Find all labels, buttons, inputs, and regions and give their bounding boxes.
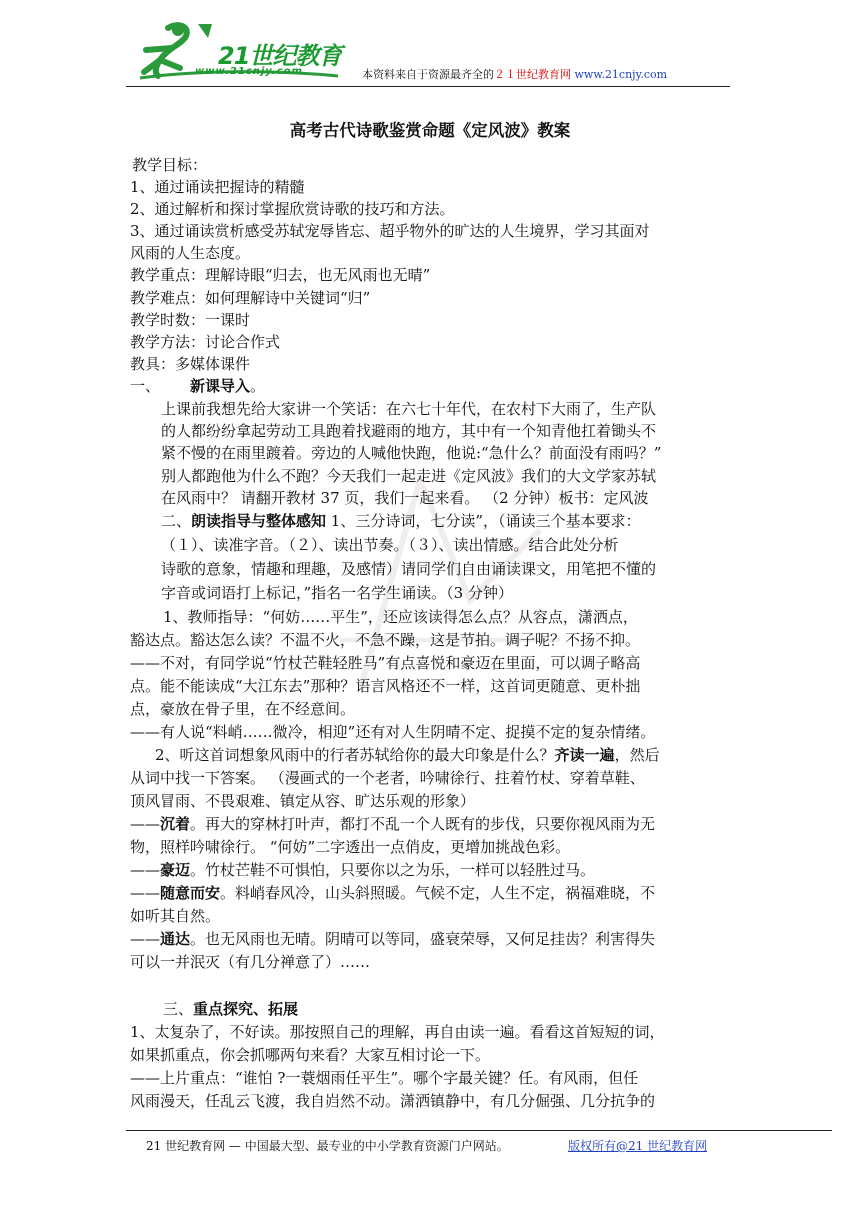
text-line: 点，豪放在骨子里，在不经意间。 (130, 700, 356, 718)
text-line: ——上片重点：“谁怕 ?一蓑烟雨任平生”。哪个字最关键？任。有风雨，但任 (130, 1069, 639, 1087)
header-divider (126, 86, 730, 87)
text-line: 3、通过诵读赏析感受苏轼宠辱皆忘、超乎物外的旷达的人生境界，学习其面对 (130, 222, 650, 240)
text-line: 1、教师指导：“何妨……平生”，还应该读得怎么点？从容点，潇洒点， (163, 608, 638, 626)
section-heading-1: 一、 新课导入。 (130, 377, 266, 395)
page-title: 高考古代诗歌鉴赏命题《定风波》教案 (289, 121, 571, 140)
section-heading-3: 三、重点探究、拓展 (163, 1000, 299, 1018)
text-line: 可以一并泯灭（有几分禅意了）…… (130, 953, 371, 971)
text-line: 风雨的人生态度。 (130, 244, 251, 262)
text-line: 在风雨中？ 请翻开教材 37 页，我们一起来看。 （2 分钟）板书：定风波 (161, 489, 649, 507)
header-note-prefix: 本资料来自于资源最齐全的 (362, 68, 494, 81)
footer-divider (126, 1130, 832, 1131)
text-line: ——通达。也无风雨也无晴。阴晴可以等同，盛衰荣辱，又何足挂齿？利害得失 (130, 930, 656, 948)
text-line: 1、太复杂了，不好读。那按照自己的理解，再自由读一遍。看看这首短短的词， (130, 1023, 665, 1041)
text-line: ——不对，有同学说“竹杖芒鞋轻胜马”有点喜悦和豪迈在里面，可以调子略高 (130, 654, 641, 672)
text-line: 教具：多媒体课件 (130, 355, 251, 373)
text-line: 教学方法：讨论合作式 (130, 333, 281, 351)
text-line: 字音或词语打上标记，”指名一名学生诵读。（3 分钟） (161, 584, 513, 602)
text-line: 点。能不能读成“大江东去”那种？语言风格还不一样，这首词更随意、更朴拙 (130, 677, 641, 695)
text-line: 诗歌的意象，情趣和理趣，及感情）请同学们自由诵读课文，用笔把不懂的 (161, 560, 657, 578)
text-line: （１）、读准字音。（２）、读出节奏。（３）、读出情感。结合此处分析 (161, 536, 619, 554)
text-line: ——豪迈。竹杖芒鞋不可惧怕，只要你以之为乐，一样可以轻胜过马。 (130, 861, 596, 879)
text-line: 的人都纷纷拿起劳动工具跑着找避雨的地方，其中有一个知青他扛着锄头不 (161, 422, 657, 440)
footer-text: 21 世纪教育网 — 中国最大型、最专业的中小学教育资源门户网站。 (146, 1139, 509, 1153)
logo-url: www.21cnjy.com (195, 66, 303, 77)
section-heading-2: 二、朗读指导与整体感知 1、三分诗词，七分读”，（诵读三个基本要求： (161, 512, 641, 530)
text-line: 1、通过诵读把握诗的精髓 (130, 178, 305, 196)
footer-copyright-link[interactable]: 版权所有@21 世纪教育网 (568, 1139, 708, 1153)
text-line: 2、通过解析和探讨掌握欣赏诗歌的技巧和方法。 (130, 200, 455, 218)
text-line: 如听其自然。 (130, 907, 221, 925)
text-line: 物，照样吟啸徐行。 “何妨”二字透出一点俏皮，更增加挑战色彩。 (130, 838, 571, 856)
text-line: 教学难点：如何理解诗中关键词“归” (130, 289, 371, 307)
text-line: 上课前我想先给大家讲一个笑话：在六七十年代，在农村下大雨了，生产队 (161, 400, 657, 418)
text-line: 别人都跑他为什么不跑？今天我们一起走进《定风波》我们的大文学家苏轼 (161, 467, 657, 485)
header-note-brand[interactable]: ２１世纪教育网 (494, 68, 571, 81)
header-note-url[interactable]: www.21cnjy.com (574, 68, 668, 81)
text-line: 2、听这首词想象风雨中的行者苏轼给你的最大印象是什么？齐读一遍，然后 (155, 746, 660, 764)
text-line: 顶风冒雨、不畏艰难、镇定从容、旷达乐观的形象） (130, 792, 476, 810)
text-line: 从词中找一下答案。 （漫画式的一个老者，吟啸徐行、拄着竹杖、穿着草鞋、 (130, 769, 645, 787)
header-note (362, 66, 667, 82)
text-line: 风雨漫天，任乱云飞渡，我自岿然不动。潇洒镇静中，有几分倔强、几分抗争的 (130, 1092, 656, 1110)
text-line: 教学目标： (132, 156, 208, 174)
text-line: 教学时数：一课时 (130, 311, 251, 329)
text-line: 如果抓重点，你会抓哪两句来看？大家互相讨论一下。 (130, 1046, 491, 1064)
text-line: ——随意而安。料峭春风冷，山头斜照暖。气候不定，人生不定，祸福难晓，不 (130, 884, 656, 902)
text-line: 豁达点。豁达怎么读？不温不火，不急不躁，这是节拍。调子呢？不扬不抑。 (130, 631, 641, 649)
text-line: ——沉着。再大的穿林打叶声，都打不乱一个人既有的步伐，只要你视风雨为无 (130, 815, 656, 833)
text-line: 紧不慢的在雨里踱着。旁边的人喊他快跑，他说:“急什么？前面没有雨吗？” (161, 444, 662, 462)
text-line: ——有人说“料峭……微冷，相迎”还有对人生阴晴不定、捉摸不定的复杂情绪。 (130, 723, 656, 741)
logo-wordmark: 21世纪教育 (218, 42, 342, 70)
text-line: 教学重点：理解诗眼“归去，也无风雨也无晴” (130, 266, 431, 284)
